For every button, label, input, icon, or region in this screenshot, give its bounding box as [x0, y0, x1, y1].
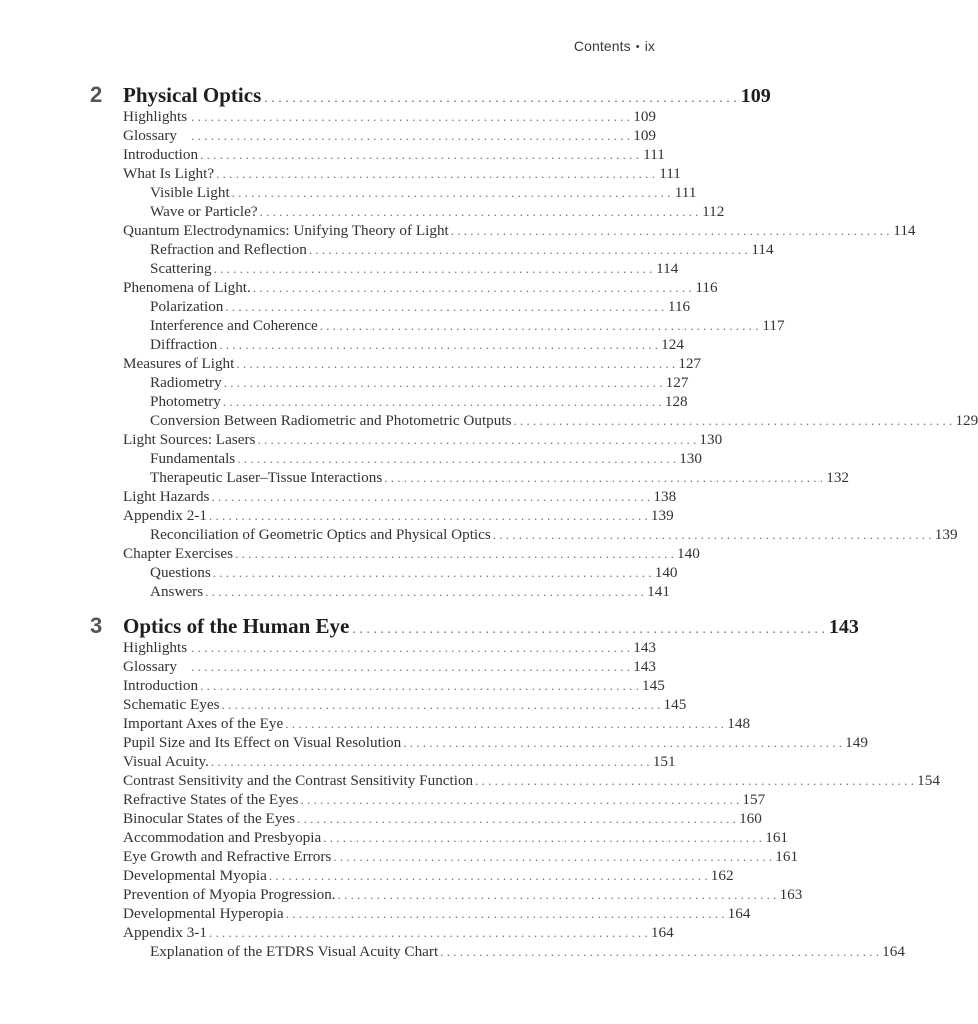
dot-leader: . . . . . . . . . . . . . . . . . . . . . . . . . . . . . . . . . . . . . . . . . . . . . . . . . . . . . . . . . . . . . . . . . . . . [297, 811, 736, 826]
entry-label[interactable]: Visual Acuity. [123, 753, 209, 770]
chapter-title[interactable]: Physical Optics [123, 83, 264, 108]
entry-page-number: 109 [630, 126, 656, 145]
chapter-page-number: 143 [825, 616, 859, 639]
chapter-title[interactable]: Optics of the Human Eye [123, 614, 352, 639]
dot-leader: . . . . . . . . . . . . . . . . . . . . . . . . . . . . . . . . . . . . . . . . . . . . . . . . . . . . . . . . . . . . . . . . . . . . [450, 223, 890, 238]
entry-label[interactable]: What Is Light? [123, 165, 215, 182]
entry-page-number: 140 [674, 544, 700, 563]
entry-label[interactable]: Conversion Between Radiometric and Photometric Outputs [150, 412, 512, 429]
dot-leader: . . . . . . . . . . . . . . . . . . . . . . . . . . . . . . . . . . . . . . . . . . . . . . . . . . . . . . . . . . . . . . . . . . . . [264, 91, 737, 106]
entry-page-number: 164 [648, 923, 674, 942]
bullet-separator: • [635, 41, 640, 53]
toc-entry[interactable] [123, 809, 762, 828]
entry-page-number: 111 [670, 183, 696, 202]
entry-page-number: 114 [748, 240, 774, 259]
entry-page-number: 112 [698, 202, 724, 221]
entry-page-number: 116 [692, 278, 718, 297]
toc-subentry[interactable] [150, 942, 905, 961]
dot-leader: . . . . . . . . . . . . . . . . . . . . . . . . . . . . . . . . . . . . . . . . . . . . . . . . . . . . . . . . . . . . . . . . . . . . [323, 830, 762, 845]
entry-label[interactable]: Developmental Hyperopia [123, 905, 284, 922]
entry-label[interactable]: Polarization [150, 298, 224, 315]
entry-label[interactable]: Interference and Coherence [150, 317, 318, 334]
entry-page-number: 149 [842, 733, 868, 752]
entry-label[interactable]: Accommodation and Presbyopia [123, 829, 322, 846]
entry-page-number: 132 [823, 468, 849, 487]
toc-entry[interactable] [123, 923, 674, 942]
dot-leader: . . . . . . . . . . . . . . . . . . . . . . . . . . . . . . . . . . . . . . . . . . . . . . . . . . . . . . . . . . . . . . . . . . . . [211, 489, 651, 504]
entry-page-number: 111 [655, 164, 681, 183]
entry-label[interactable]: Diffraction [150, 336, 218, 353]
entry-label[interactable]: Glossary [123, 658, 177, 675]
dot-leader: . . . . . . . . . . . . . . . . . . . . . . . . . . . . . . . . . . . . . . . . . . . . . . . . . . . . . . . . . . . . . . . . . . . . [212, 565, 652, 580]
entry-label[interactable]: Phenomena of Light. [123, 279, 251, 296]
entry-page-number: 140 [652, 563, 678, 582]
toc-entry[interactable] [123, 790, 766, 809]
toc-entry[interactable] [123, 221, 916, 240]
entry-label[interactable]: Scattering [150, 260, 212, 277]
toc-entry[interactable] [123, 278, 718, 297]
dot-leader: . . . . . . . . . . . . . . . . . . . . . . . . . . . . . . . . . . . . . . . . . . . . . . . . . . . . . . . . . . . . . . . . . . . . [333, 849, 773, 864]
entry-page-number: 162 [708, 866, 734, 885]
entry-page-number: 141 [644, 582, 670, 601]
dot-leader: . . . . . . . . . . . . . . . . . . . . . . . . . . . . . . . . . . . . . . . . . . . . . . . . . . . . . . . . . . . . . . . . . . . . [285, 716, 725, 731]
toc-entry[interactable] [123, 676, 665, 695]
entry-page-number: 114 [890, 221, 916, 240]
entry-page-number: 139 [932, 525, 958, 544]
entry-label[interactable]: Eye Growth and Refractive Errors [123, 848, 332, 865]
entry-page-number: 129 [952, 411, 978, 430]
toc-subentry[interactable] [150, 316, 785, 335]
toc-subentry[interactable] [150, 582, 670, 601]
running-head-page-number: ix [644, 38, 655, 54]
dot-leader: . . . . . . . . . . . . . . . . . . . . . . . . . . . . . . . . . . . . . . . . . . . . . . . . . . . . . . . . . . . . . . . . . . . . [216, 166, 655, 181]
dot-leader: . . . . . . . . . . . . . . . . . . . . . . . . . . . . . . . . . . . . . . . . . . . . . . . . . . . . . . . . . . . . . . . . . . . . [308, 242, 748, 257]
entry-label[interactable]: Glossary [123, 127, 177, 144]
entry-label[interactable]: Contrast Sensitivity and the Contrast Sensitivity Function [123, 772, 474, 789]
entry-label[interactable]: Questions [150, 564, 211, 581]
entry-label[interactable]: Schematic Eyes [123, 696, 220, 713]
toc-subentry[interactable] [150, 411, 978, 430]
entry-label[interactable]: Radiometry [150, 374, 222, 391]
toc-entry[interactable] [123, 733, 868, 752]
toc-subentry[interactable] [150, 183, 697, 202]
toc-entry[interactable] [123, 657, 656, 676]
entry-page-number: 145 [639, 676, 665, 695]
dot-leader: . . . . . . . . . . . . . . . . . . . . . . . . . . . . . . . . . . . . . . . . . . . . . . . . . . . . . . . . . . . . . . . . . . . . [319, 318, 759, 333]
dot-leader: . . . . . . . . . . . . . . . . . . . . . . . . . . . . . . . . . . . . . . . . . . . . . . . . . . . . . . . . . . . . . . . . . . . . [235, 546, 674, 561]
dot-leader: . . . . . . . . . . . . . . . . . . . . . . . . . . . . . . . . . . . . . . . . . . . . . . . . . . . . . . . . . . . . . . . . . . . . [221, 697, 661, 712]
dot-leader: . . . . . . . . . . . . . . . . . . . . . . . . . . . . . . . . . . . . . . . . . . . . . . . . . . . . . . . . . . . . . . . . . . . . [231, 185, 671, 200]
entry-page-number: 124 [658, 335, 684, 354]
toc-entry[interactable] [123, 430, 723, 449]
entry-label[interactable]: Explanation of the ETDRS Visual Acuity Chart [150, 943, 439, 960]
dot-leader: . . . . . . . . . . . . . . . . . . . . . . . . . . . . . . . . . . . . . . . . . . . . . . . . . . . . . . . . . . . . . . . . . . . . [191, 128, 630, 143]
toc-entry[interactable] [123, 638, 656, 657]
entry-label[interactable]: Highlights [123, 108, 188, 125]
toc-entry[interactable] [123, 544, 700, 563]
entry-label[interactable]: Refraction and Reflection [150, 241, 307, 258]
toc-subentry[interactable] [150, 297, 691, 316]
entry-page-number: 163 [776, 885, 802, 904]
toc-subentry[interactable] [150, 373, 689, 392]
toc-entry[interactable] [123, 752, 676, 771]
toc-subentry[interactable] [150, 525, 958, 544]
dot-leader: . . . . . . . . . . . . . . . . . . . . . . . . . . . . . . . . . . . . . . . . . . . . . . . . . . . . . . . . . . . . . . . . . . . . [252, 280, 692, 295]
running-head [574, 38, 655, 54]
toc-entry[interactable] [123, 487, 677, 506]
toc-entry[interactable] [123, 107, 656, 126]
entry-page-number: 130 [676, 449, 702, 468]
dot-leader: . . . . . . . . . . . . . . . . . . . . . . . . . . . . . . . . . . . . . . . . . . . . . . . . . . . . . . . . . . . . . . . . . . . . [200, 678, 639, 693]
entry-page-number: 114 [652, 259, 678, 278]
entry-label[interactable]: Pupil Size and Its Effect on Visual Resolution [123, 734, 402, 751]
dot-leader: . . . . . . . . . . . . . . . . . . . . . . . . . . . . . . . . . . . . . . . . . . . . . . . . . . . . . . . . . . . . . . . . . . . . [352, 622, 825, 637]
chapter-page-number: 109 [737, 85, 771, 108]
chapter-section [0, 82, 978, 601]
toc-subentry[interactable] [150, 240, 774, 259]
dot-leader: . . . . . . . . . . . . . . . . . . . . . . . . . . . . . . . . . . . . . . . . . . . . . . . . . . . . . . . . . . . . . . . . . . . . [237, 451, 676, 466]
dot-leader: . . . . . . . . . . . . . . . . . . . . . . . . . . . . . . . . . . . . . . . . . . . . . . . . . . . . . . . . . . . . . . . . . . . . [213, 261, 653, 276]
dot-leader: . . . . . . . . . . . . . . . . . . . . . . . . . . . . . . . . . . . . . . . . . . . . . . . . . . . . . . . . . . . . . . . . . . . . [191, 659, 630, 674]
chapter-number: 3 [90, 613, 103, 638]
dot-leader: . . . . . . . . . . . . . . . . . . . . . . . . . . . . . . . . . . . . . . . . . . . . . . . . . . . . . . . . . . . . . . . . . . . . [222, 394, 662, 409]
entry-label[interactable]: Light Hazards [123, 488, 210, 505]
entry-page-number: 138 [650, 487, 676, 506]
dot-leader: . . . . . . . . . . . . . . . . . . . . . . . . . . . . . . . . . . . . . . . . . . . . . . . . . . . . . . . . . . . . . . . . . . . . [208, 925, 648, 940]
entry-page-number: 127 [662, 373, 688, 392]
entry-page-number: 117 [759, 316, 785, 335]
dot-leader: . . . . . . . . . . . . . . . . . . . . . . . . . . . . . . . . . . . . . . . . . . . . . . . . . . . . . . . . . . . . . . . . . . . . [257, 432, 697, 447]
entry-label[interactable]: Appendix 3-1 [123, 924, 207, 941]
toc-subentry[interactable] [150, 563, 678, 582]
toc-entry[interactable] [123, 506, 674, 525]
entry-page-number: 154 [914, 771, 940, 790]
entry-page-number: 139 [648, 506, 674, 525]
entry-label[interactable]: Reconciliation of Geometric Optics and Physical Optics [150, 526, 491, 543]
entry-page-number: 143 [630, 657, 656, 676]
dot-leader: . . . . . . . . . . . . . . . . . . . . . . . . . . . . . . . . . . . . . . . . . . . . . . . . . . . . . . . . . . . . . . . . . . . . [236, 356, 676, 371]
entry-page-number: 164 [879, 942, 905, 961]
entry-label[interactable]: Introduction [123, 146, 199, 163]
entry-label[interactable]: Quantum Electrodynamics: Unifying Theory of Light [123, 222, 449, 239]
toc-subentry[interactable] [150, 449, 702, 468]
dot-leader: . . . . . . . . . . . . . . . . . . . . . . . . . . . . . . . . . . . . . . . . . . . . . . . . . . . . . . . . . . . . . . . . . . . . [208, 508, 648, 523]
dot-leader: . . . . . . . . . . . . . . . . . . . . . . . . . . . . . . . . . . . . . . . . . . . . . . . . . . . . . . . . . . . . . . . . . . . . [219, 337, 658, 352]
toc-entry[interactable] [123, 126, 656, 145]
dot-leader: . . . . . . . . . . . . . . . . . . . . . . . . . . . . . . . . . . . . . . . . . . . . . . . . . . . . . . . . . . . . . . . . . . . . [200, 147, 639, 162]
entry-label[interactable]: Introduction [123, 677, 199, 694]
toc-entry[interactable] [123, 354, 702, 373]
entry-label[interactable]: Wave or Particle? [150, 203, 258, 220]
entry-page-number: 116 [664, 297, 690, 316]
toc-entry[interactable] [123, 164, 681, 183]
toc-entry[interactable] [123, 904, 751, 923]
chapter-heading[interactable] [90, 613, 859, 638]
entry-label[interactable]: Photometry [150, 393, 221, 410]
entry-page-number: 148 [724, 714, 750, 733]
entry-page-number: 127 [675, 354, 701, 373]
entry-label[interactable]: Important Axes of the Eye [123, 715, 284, 732]
entry-label[interactable]: Therapeutic Laser–Tissue Interactions [150, 469, 383, 486]
toc-subentry[interactable] [150, 335, 684, 354]
dot-leader: . . . . . . . . . . . . . . . . . . . . . . . . . . . . . . . . . . . . . . . . . . . . . . . . . . . . . . . . . . . . . . . . . . . . [337, 887, 777, 902]
entry-page-number: 164 [724, 904, 750, 923]
dot-leader: . . . . . . . . . . . . . . . . . . . . . . . . . . . . . . . . . . . . . . . . . . . . . . . . . . . . . . . . . . . . . . . . . . . . [268, 868, 708, 883]
entry-label[interactable]: Refractive States of the Eyes [123, 791, 299, 808]
entry-label[interactable]: Binocular States of the Eyes [123, 810, 296, 827]
dot-leader: . . . . . . . . . . . . . . . . . . . . . . . . . . . . . . . . . . . . . . . . . . . . . . . . . . . . . . . . . . . . . . . . . . . . [475, 773, 914, 788]
entry-label[interactable]: Fundamentals [150, 450, 236, 467]
dot-leader: . . . . . . . . . . . . . . . . . . . . . . . . . . . . . . . . . . . . . . . . . . . . . . . . . . . . . . . . . . . . . . . . . . . . [403, 735, 842, 750]
entry-page-number: 109 [630, 107, 656, 126]
chapter-number: 2 [90, 82, 103, 107]
dot-leader: . . . . . . . . . . . . . . . . . . . . . . . . . . . . . . . . . . . . . . . . . . . . . . . . . . . . . . . . . . . . . . . . . . . . [191, 640, 630, 655]
dot-leader: . . . . . . . . . . . . . . . . . . . . . . . . . . . . . . . . . . . . . . . . . . . . . . . . . . . . . . . . . . . . . . . . . . . . [225, 299, 665, 314]
dot-leader: . . . . . . . . . . . . . . . . . . . . . . . . . . . . . . . . . . . . . . . . . . . . . . . . . . . . . . . . . . . . . . . . . . . . [259, 204, 699, 219]
toc-subentry[interactable] [150, 392, 688, 411]
toc-entry[interactable] [123, 145, 665, 164]
toc-entry[interactable] [123, 695, 687, 714]
entry-label[interactable]: Appendix 2-1 [123, 507, 207, 524]
dot-leader: . . . . . . . . . . . . . . . . . . . . . . . . . . . . . . . . . . . . . . . . . . . . . . . . . . . . . . . . . . . . . . . . . . . . [210, 754, 650, 769]
toc-subentry[interactable] [150, 468, 849, 487]
entry-page-number: 143 [630, 638, 656, 657]
dot-leader: . . . . . . . . . . . . . . . . . . . . . . . . . . . . . . . . . . . . . . . . . . . . . . . . . . . . . . . . . . . . . . . . . . . . [191, 109, 630, 124]
entry-page-number: 151 [650, 752, 676, 771]
toc-subentry[interactable] [150, 202, 725, 221]
entry-label[interactable]: Chapter Exercises [123, 545, 234, 562]
entry-page-number: 130 [696, 430, 722, 449]
dot-leader: . . . . . . . . . . . . . . . . . . . . . . . . . . . . . . . . . . . . . . . . . . . . . . . . . . . . . . . . . . . . . . . . . . . . [205, 584, 644, 599]
toc-subentry[interactable] [150, 259, 679, 278]
entry-page-number: 128 [662, 392, 688, 411]
running-head-section: Contents [573, 38, 631, 54]
dot-leader: . . . . . . . . . . . . . . . . . . . . . . . . . . . . . . . . . . . . . . . . . . . . . . . . . . . . . . . . . . . . . . . . . . . . [300, 792, 740, 807]
entry-page-number: 161 [762, 828, 788, 847]
toc-entry[interactable] [123, 771, 940, 790]
dot-leader: . . . . . . . . . . . . . . . . . . . . . . . . . . . . . . . . . . . . . . . . . . . . . . . . . . . . . . . . . . . . . . . . . . . . [513, 413, 953, 428]
entry-page-number: 161 [772, 847, 798, 866]
entry-label[interactable]: Light Sources: Lasers [123, 431, 256, 448]
dot-leader: . . . . . . . . . . . . . . . . . . . . . . . . . . . . . . . . . . . . . . . . . . . . . . . . . . . . . . . . . . . . . . . . . . . . [492, 527, 932, 542]
entry-label[interactable]: Measures of Light [123, 355, 235, 372]
toc-entry[interactable] [123, 866, 734, 885]
dot-leader: . . . . . . . . . . . . . . . . . . . . . . . . . . . . . . . . . . . . . . . . . . . . . . . . . . . . . . . . . . . . . . . . . . . . [223, 375, 663, 390]
entry-page-number: 145 [660, 695, 686, 714]
entry-page-number: 157 [739, 790, 765, 809]
dot-leader: . . . . . . . . . . . . . . . . . . . . . . . . . . . . . . . . . . . . . . . . . . . . . . . . . . . . . . . . . . . . . . . . . . . . [285, 906, 725, 921]
toc-entry[interactable] [123, 847, 799, 866]
entry-label[interactable]: Visible Light [150, 184, 230, 201]
entry-page-number: 160 [736, 809, 762, 828]
chapter-section [0, 613, 940, 961]
entry-page-number: 111 [639, 145, 665, 164]
dot-leader: . . . . . . . . . . . . . . . . . . . . . . . . . . . . . . . . . . . . . . . . . . . . . . . . . . . . . . . . . . . . . . . . . . . . [384, 470, 823, 485]
entry-label[interactable]: Prevention of Myopia Progression. [123, 886, 336, 903]
toc-entry[interactable] [123, 714, 751, 733]
entry-label[interactable]: Answers [150, 583, 204, 600]
chapter-heading[interactable] [90, 82, 771, 107]
toc-entry[interactable] [123, 885, 803, 904]
toc-entry[interactable] [123, 828, 788, 847]
dot-leader: . . . . . . . . . . . . . . . . . . . . . . . . . . . . . . . . . . . . . . . . . . . . . . . . . . . . . . . . . . . . . . . . . . . . [440, 944, 879, 959]
entry-label[interactable]: Developmental Myopia [123, 867, 267, 884]
entry-label[interactable]: Highlights [123, 639, 188, 656]
